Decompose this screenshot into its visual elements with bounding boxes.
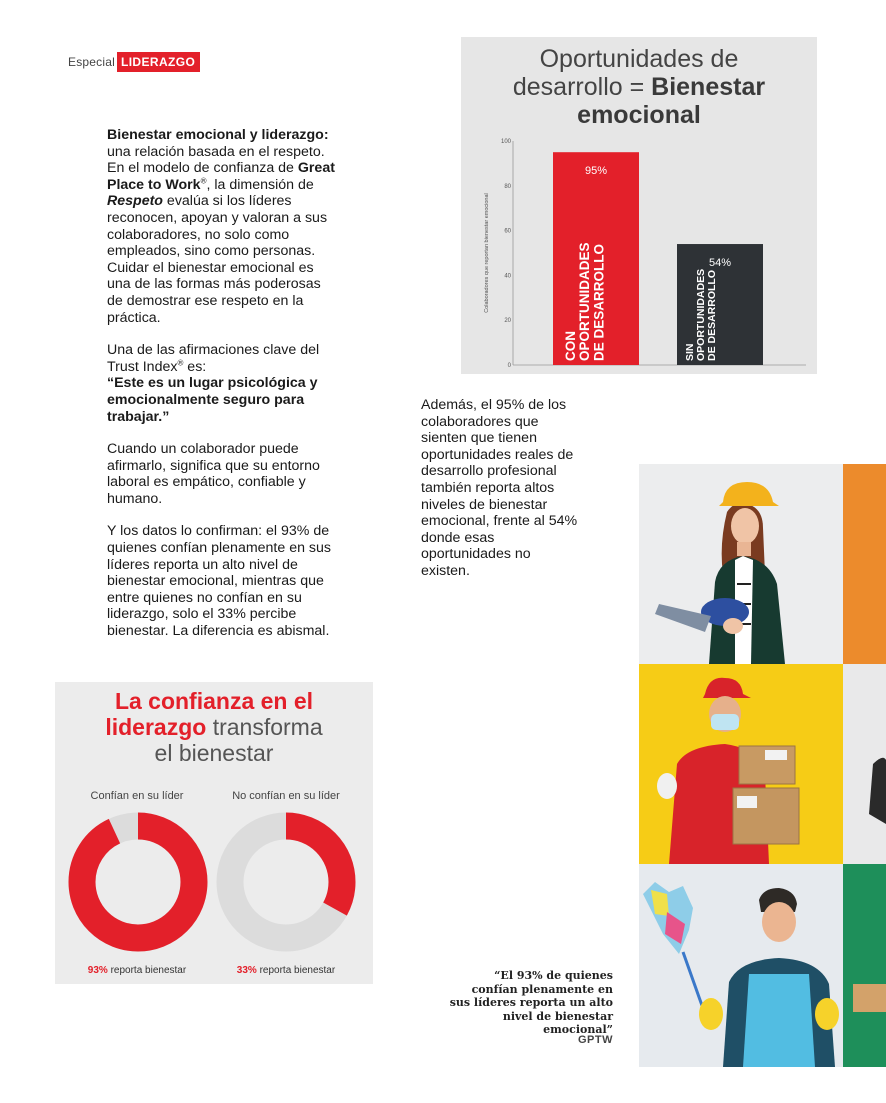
y-tick-label: 0 (507, 363, 511, 369)
bar-chart-title: Oportunidades de desarrollo = Bienestar emocional (512, 45, 766, 129)
y-axis-label: Colaboradores que reportan bienestar emocional (484, 193, 490, 313)
photo-cleaner (639, 864, 843, 1067)
brand-name: Great Place to Work (107, 160, 335, 193)
bar-category-label: CONOPORTUNIDADESDE DESARROLLO (563, 242, 607, 361)
bar-value-label: 54% (708, 257, 732, 270)
paragraph-intro: Bienestar emocional y liderazgo: una relación basada en el respeto. En el modelo de confianza de Great Place to Work®, la dimensión de Respeto evalúa si los líderes reconocen, apoyan y valoran a sus colaboradores, no solo como empleados, sino como personas. Cuidar el bienestar emocional es una de las formas más poderosas de demostrar ese respeto en la práctica. (107, 127, 335, 326)
paragraph-empathy: Cuando un colaborador puede afirmarlo, significa que su entorno laboral es empático, confiable y humano. (107, 441, 320, 507)
section-tag: LIDERAZGO (117, 52, 200, 72)
bar-chart-plot (461, 37, 817, 374)
photo-green-panel (843, 864, 886, 1067)
key-statement: “Este es un lugar psicológica y emocionalmente seguro para trabajar.” (107, 375, 318, 425)
bar-value-label: 95% (584, 165, 608, 178)
bar-chart-development (461, 37, 817, 374)
side-column: Además, el 95% de los colaboradores que sienten que tienen oportunidades reales de desarrollo profesional también reporta altos niveles de bienestar emocional, frente al 54% donde esas oportunidades no existen. (421, 397, 578, 579)
donut-segment (82, 826, 194, 938)
donut-plot (55, 682, 373, 984)
y-tick-label: 80 (504, 183, 511, 190)
respeto-term: Respeto (107, 193, 163, 210)
photo-delivery (639, 664, 843, 864)
y-tick-label: 100 (500, 139, 511, 145)
bar-category-label: SINOPORTUNIDADESDE DESARROLLO (684, 268, 719, 361)
donut-label-no-trust: No confían en su líder (232, 790, 340, 802)
intro-lead: Bienestar emocional y liderazgo: (107, 127, 329, 143)
y-tick-label: 60 (504, 228, 511, 235)
donut-caption-trust: 93% reporta bienestar (87, 965, 187, 976)
photo-engineer (639, 464, 843, 664)
donut-label-trust: Confían en su líder (90, 790, 184, 802)
donut-caption-no-trust: 33% reporta bienestar (236, 965, 336, 976)
photo-grey-panel (843, 664, 886, 864)
paragraph-data: Y los datos lo confirman: el 93% de quienes confían plenamente en sus líderes reporta un alto nivel de bienestar emocional, mientras que entre quienes no confían en su liderazgo, solo el 33% percibe bienestar. La diferencia es abismal. (107, 523, 332, 640)
y-tick-label: 20 (504, 318, 511, 325)
paragraph-trust-index: Una de las afirmaciones clave del Trust Index® es: “Este es un lugar psicológica y emocionalmente seguro para trabajar.” (107, 342, 320, 425)
section-label: Especial (68, 55, 115, 69)
pull-quote-source: GPTW (578, 1034, 613, 1046)
main-column (107, 127, 339, 656)
pull-quote: “El 93% de quienes confían plenamente en sus líderes reporta un alto nivel de bienestar emocional” (449, 969, 613, 1037)
photo-orange-panel (843, 464, 886, 664)
donut-chart-trust (55, 682, 373, 984)
y-tick-label: 40 (504, 273, 511, 280)
photo-mosaic (639, 464, 886, 1067)
section-header (68, 52, 200, 72)
donut-chart-title: La confianza en el liderazgo transforma el bienestar (105, 688, 323, 766)
